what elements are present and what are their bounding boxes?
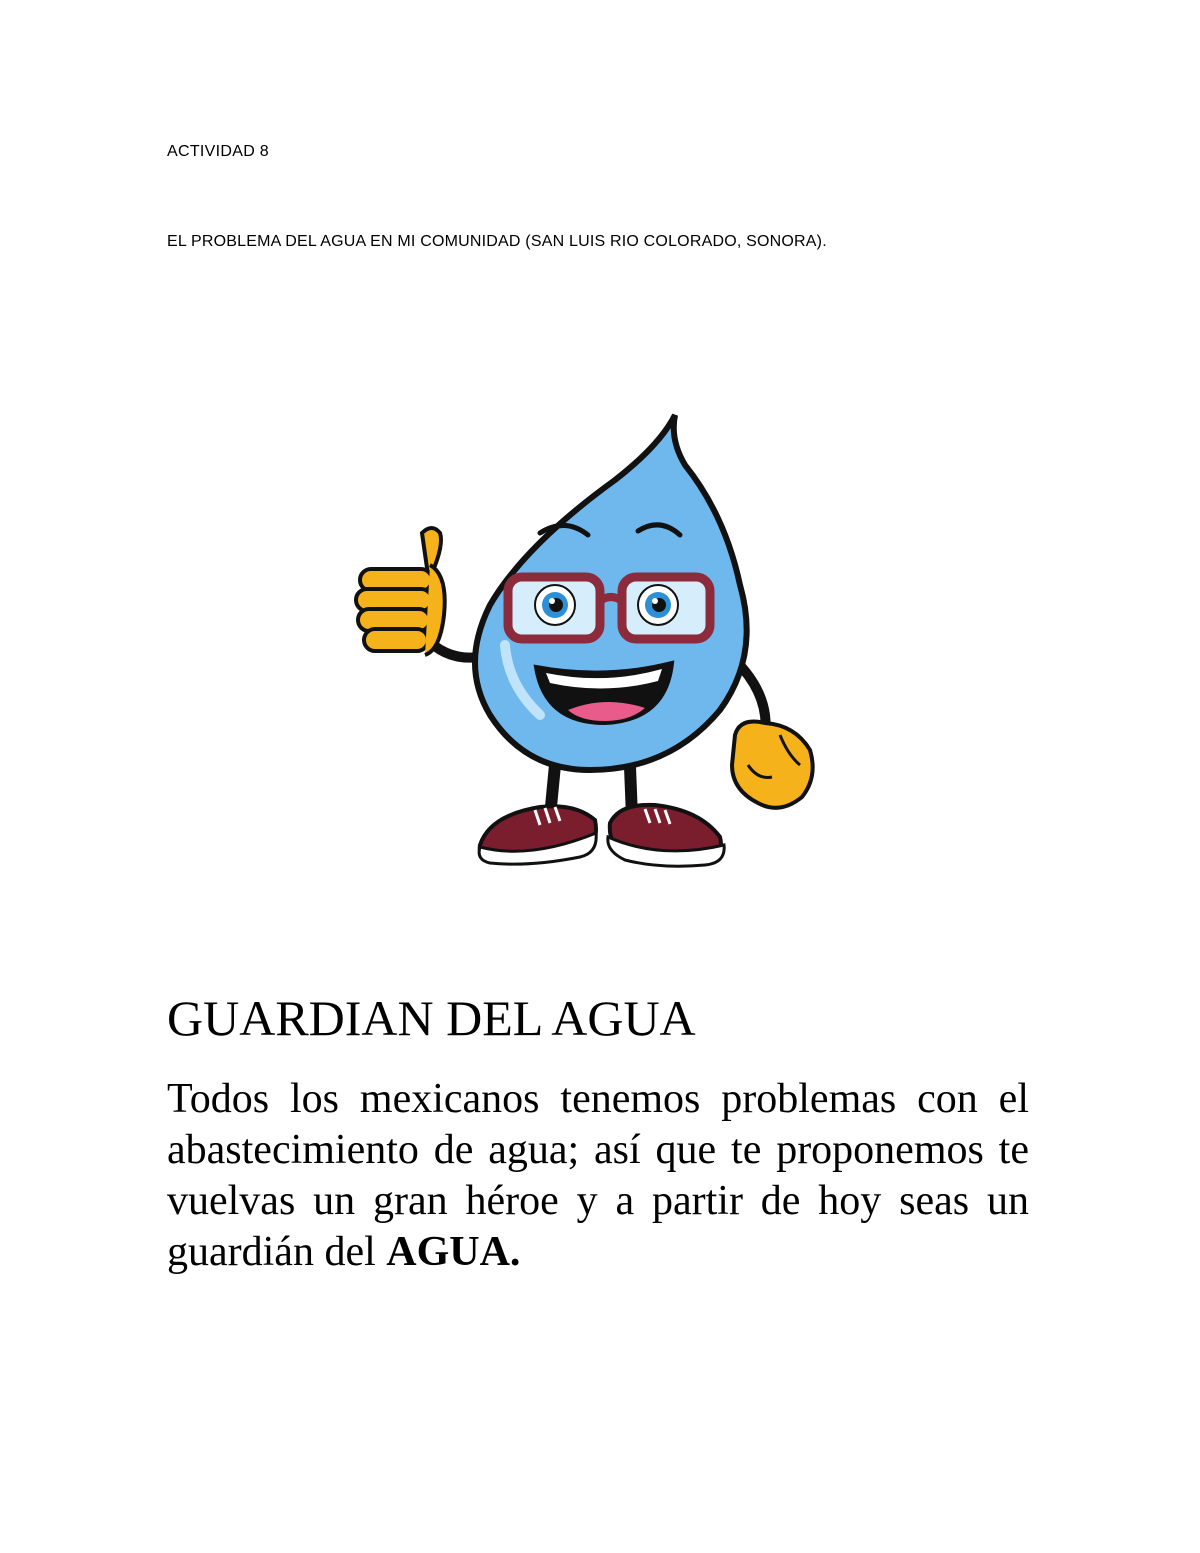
left-shoe-icon — [479, 806, 596, 864]
body-paragraph — [167, 1074, 1029, 1278]
body-text: Todos los mexicanos tenemos problemas con el abastecimiento de agua; así que te proponemos te vuelvas un gran héroe y a partir de hoy seas un guardián del — [167, 1076, 1029, 1275]
body-emphasis: AGUA. — [386, 1229, 521, 1275]
right-shoe-icon — [608, 805, 724, 866]
right-glove-icon — [732, 722, 813, 808]
thumbs-up-glove-icon — [356, 528, 445, 655]
page-title: GUARDIAN DEL AGUA — [167, 990, 696, 1046]
activity-label: ACTIVIDAD 8 — [167, 143, 269, 160]
page-subtitle: EL PROBLEMA DEL AGUA EN MI COMUNIDAD (SAN LUIS RIO COLORADO, SONORA). — [167, 233, 827, 250]
water-drop-mascot-icon — [340, 405, 830, 875]
